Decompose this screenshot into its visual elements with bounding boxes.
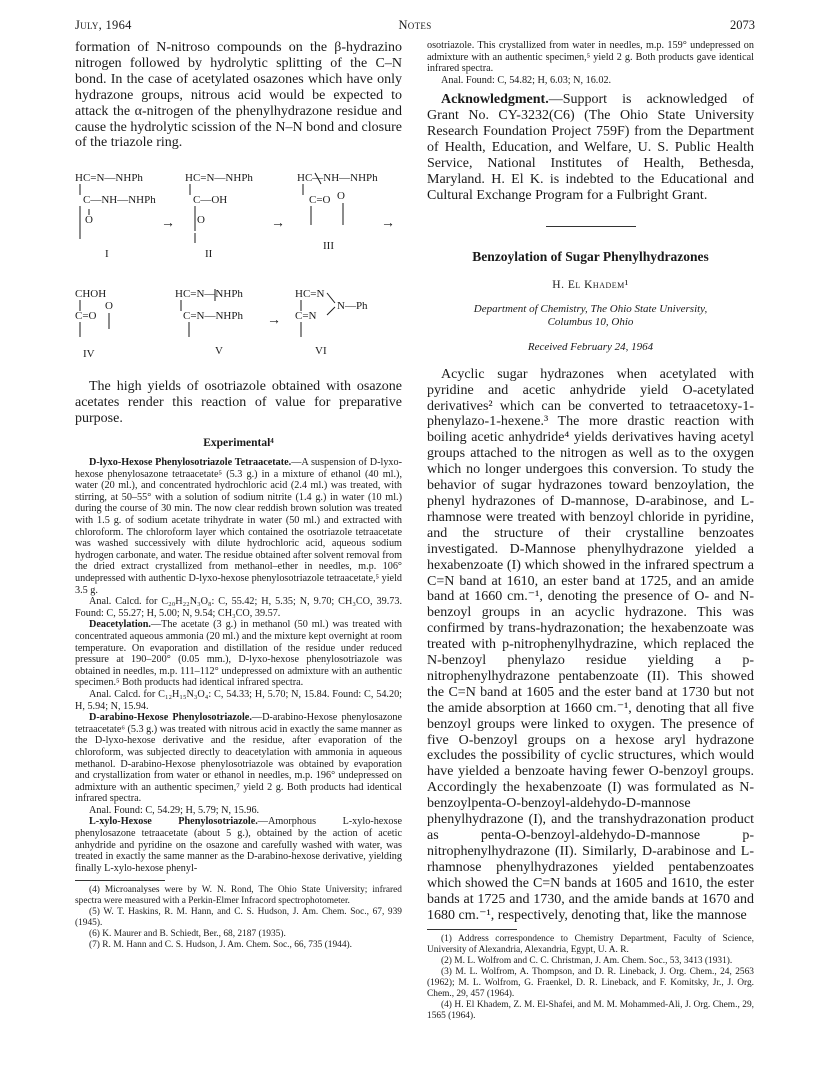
struct-i-line2: C—NH—NHPh — [83, 194, 156, 207]
struct-ii-label: II — [205, 248, 213, 261]
struct-i-line1: HC=N—NHPh — [75, 172, 143, 185]
affiliation-line-1: Department of Chemistry, The Ohio State University, — [473, 302, 708, 315]
page-number: 2073 — [730, 18, 755, 32]
header-date: July, 1964 — [75, 18, 132, 32]
exp-1-analysis: Anal. Calcd. for C₂₀H₂₂N₃O₈: C, 55.42; H, 5.35; N, 9.70; CH₃CO, 39.73. Found: C, 55.27; H, 5.00; N, 9.54; CH₃CO, 39.57. — [75, 596, 402, 619]
continued-paragraph: osotriazole. This crystallized from water in needles, m.p. 159° undepressed on admixture with an authentic specimen,⁵ yield 2 g. Both products gave identical infrared spectra. — [427, 40, 754, 75]
left-column — [75, 40, 402, 951]
exp-paragraph-1 — [75, 457, 402, 596]
exp-3-analysis: Anal. Found: C, 54.29; H, 5.79; N, 15.96. — [89, 804, 260, 816]
struct-iv-line1: CHOH — [75, 288, 107, 301]
struct-ii-line1: HC=N—NHPh — [185, 172, 253, 185]
exp-4-body: —Amorphous L-xylo-hexose phenylosazone tetraacetate (about 5 g.), obtained by the action of acetic anhydride and pyridine on the osazone and carefully washed with water, was treated in exactly the same manner as the D-arabino-hexose derivative, yielding finally L-xylo-hexose phenyl- — [75, 816, 402, 874]
acknowledgment-paragraph — [427, 92, 754, 203]
right-footnote-2: (2) M. L. Wolfrom and C. C. Christman, J. Am. Chem. Soc., 53, 3413 (1931). — [441, 956, 733, 967]
arrow-1: → — [161, 216, 175, 232]
footnote-6: (6) K. Maurer and B. Schiedt, Ber., 68, 2187 (1935). — [89, 929, 286, 940]
intro-paragraph: formation of N-nitroso compounds on the β-hydrazino nitrogen followed by hydrolytic splitting of the C–N bond. In the case of acetylated osazones which have only hydrazone groups, nitrous acid would be expected to attack the α-nitrogen of the phenylhydrazone residue and cause the hydrolytic scission of the N–N bond and closure of the triazole ring. — [75, 40, 402, 151]
ack-title: Acknowledgment. — [441, 92, 549, 108]
footnote-7: (7) R. M. Hann and C. S. Hudson, J. Am. Chem. Soc., 66, 735 (1944). — [89, 940, 353, 951]
exp-paragraph-3 — [75, 712, 402, 805]
struct-i-label: I — [105, 248, 109, 261]
article-title: Benzoylation of Sugar Phenylhydrazones — [472, 248, 709, 264]
continued-analysis: Anal. Found: C, 54.82; H, 6.03; N, 16.02. — [441, 74, 612, 86]
exp-1-title: D-lyxo-Hexose Phenylosotriazole Tetraacetate. — [89, 457, 292, 469]
right-column — [427, 40, 754, 1022]
struct-ii-line2: C—OH — [193, 194, 228, 207]
struct-iv-label: IV — [83, 348, 95, 361]
footnote-5: (5) W. T. Haskins, R. M. Hann, and C. S. Hudson, J. Am. Chem. Soc., 67, 939 (1945). — [75, 907, 402, 929]
struct-v-line1: HC=N—NHPh — [175, 288, 243, 301]
struct-vi-line2: C=N — [295, 310, 317, 323]
struct-iv-line3: O — [105, 300, 113, 313]
footnote-rule — [75, 880, 165, 881]
exp-2-title: Deacetylation. — [89, 619, 151, 631]
exp-4-title: L-xylo-Hexose Phenylosotriazole. — [89, 816, 258, 828]
struct-iii-label: III — [323, 240, 334, 253]
exp-1-body: —A suspension of D-lyxo-hexose phenylosazone tetraacetate⁵ (5.3 g.) in a mixture of ethanol (40 ml.), water (20 ml.), and concentrated hydrochloric acid (2.4 ml.) was treated, with stirring, at 50–55° with a solution of sodium nitrite (1.4 g.) in water (10 ml.) during the course of 30 min. The now clear reddish brown solution was treated with 1.5 g. of sodium acetate trihydrate in water (50 ml.) and extracted with chloroform. The chloroform layer which contained the osotriazole tetraacetate was washed successively with dilute hydrochloric acid, aqueous sodium hydrogen carbonate, and water. The residue obtained after solvent removal from the dried extract crystallized from methanol–ether in needles, m.p. 106° undepressed with authentic D-lyxo-hexose phenylosotriazole tetraacetate,⁵ yield 3.5 g. — [75, 457, 403, 596]
right-footnote-rule — [427, 929, 517, 930]
right-footnote-3: (3) M. L. Wolfrom, A. Thompson, and D. R. Lineback, J. Org. Chem., 24, 2563 (1962); M. L. Wolfrom, G. Fraenkel, D. R. Lineback, and F. Komitsky, Jr., J. Org. Chem., 29, 457 (1964). — [427, 967, 754, 1000]
exp-3-title: D-arabino-Hexose Phenylosotriazole. — [89, 712, 252, 724]
struct-iii-line3: O — [337, 190, 345, 203]
running-header — [75, 18, 755, 38]
struct-iii-line1: HC—NH—NHPh — [297, 172, 378, 185]
ack-body: —Support is acknowledged of Grant No. CY-3232(C6) (The Ohio State University Research Foundation Project 759F) from the Department of Health, Education, and Welfare, U. S. Public Health Service, National Institutes of Health, Bethesda, Maryland. H. El K. is indebted to the Educational and Cultural Exchange Program for a Fulbright Grant. — [427, 92, 754, 203]
exp-2-body: —The acetate (3 g.) in methanol (50 ml.) was treated with concentrated aqueous ammonia (20 ml.) and the mixture kept overnight at room temperature. On evaporation and distillation of the residue under reduced pressure at 190–200° (0.05 mm.), D-lyxo-hexose phenylosotriazole was obtained in needles, m.p. 111–112° undepressed on admixture with an authentic specimen.⁵ Both products had identical infrared spectra. — [75, 619, 402, 689]
exp-paragraph-2 — [75, 619, 402, 689]
experimental-heading: Experimental⁴ — [203, 437, 274, 450]
received-date: Received February 24, 1964 — [527, 340, 654, 353]
exp-paragraph-4 — [75, 816, 402, 874]
left-footnotes — [75, 885, 402, 951]
reaction-scheme — [75, 169, 402, 369]
header-section: Notes — [398, 18, 432, 32]
arrow-2: → — [271, 216, 285, 232]
footnote-4: (4) Microanalyses were by W. N. Rond, The Ohio State University; infrared spectra were measured with a Perkin-Elmer Infracord spectrophotometer. — [75, 885, 402, 907]
struct-ii-line3: O — [197, 214, 205, 227]
exp-2-analysis: Anal. Calcd. for C₁₂H₁₅N₃O₄: C, 54.33; H, 5.70; N, 15.84. Found: C, 54.20; H, 5.94; N, 15.94. — [75, 688, 402, 712]
reaction-scheme-svg — [75, 169, 402, 369]
article-separator — [546, 226, 636, 227]
struct-vi-line3: N—Ph — [337, 300, 368, 313]
exp-3-body: —D-arabino-Hexose phenylosazone tetraacetate⁶ (5.3 g.) was treated with nitrous acid in exactly the same manner as the D-lyxo-hexose derivative and the residue, after evaporation of the chloroform, was subjected directly to deacetylation with ammonia in aqueous methanol. D-arabino-Hexose phenylosotriazole was obtained by evaporation and crystallization from water or ethanol in needles, m.p. 196° undepressed on admixture with an authentic specimen,⁷ yield 2 g. Both products had identical infrared spectra. — [75, 712, 403, 805]
right-footnote-1: (1) Address correspondence to Chemistry Department, Faculty of Science, University of Alexandria, Alexandria, Egypt, U. A. R. — [427, 934, 754, 956]
article-author: H. El Khadem¹ — [552, 278, 629, 291]
affiliation-line-2: Columbus 10, Ohio — [547, 315, 634, 328]
struct-vi-label: VI — [315, 345, 327, 358]
arrow-4: → — [267, 313, 281, 329]
struct-i-line3: O — [85, 214, 93, 227]
right-footnote-4: (4) H. El Khadem, Z. M. El-Shafei, and M. M. Mohammed-Ali, J. Org. Chem., 29, 1565 (1964). — [427, 1000, 754, 1022]
struct-iii-line2: C=O — [309, 194, 331, 207]
struct-v-line2: C=N—NHPh — [183, 310, 243, 323]
struct-iv-line2: C=O — [75, 310, 97, 323]
arrow-3: → — [381, 216, 395, 232]
article-body: Acyclic sugar hydrazones when acetylated with pyridine and acetic anhydride yield O-acetylated derivatives² which can be converted to tetraacetoxy-1-phenylazo-1-hexene.³ The more drastic reaction with boiling acetic anhydride⁴ yields derivatives having acetyl groups attached to the nitrogen as well as to the oxygen which no longer undergoes this conversion. To study the behavior of sugar hydrazones toward benzoylation, the phenyl hydrazones of D-mannose, D-arabinose, and L-rhamnose were treated with benzoyl chloride in pyridine, and the structure of their crystalline benzoates investigated. D-Mannose phenylhydrazone yielded a hexabenzoate (I) which showed in the infrared spectrum a C=N band at 1610, an ester band at 1725, and an amide band at 1660 cm.⁻¹, denoting the presence of O- and N-benzoyl groups in an acyclic hydrazone. This was confirmed by trans-hydrazonation; the hexabenzoate was treated with p-nitrophenylhydrazine, which replaced the N-benzoyl phenylazo residue yielding a p-nitrophenylhydrazone pentabenzoate (II). This showed the C=N band at 1605 and the ester band at 1730 but not the amide absorption at 1660 cm.⁻¹, denoting that all five benzoyl groups were linked to oxygen. The presence of five O-benzoyl groups on a hexose aryl hydrazone excludes the possibility of cyclic structures, which would have yielded a benzoate having fewer O-benzoyl groups. Accordingly the hexabenzoate (I) was formulated as N-benzoylpenta-O-benzoyl-aldehydo-D-mannose phenylhydrazone (I), and the transhydrazonation product as penta-O-benzoyl-aldehydo-D-mannose p-nitrophenylhydrazone (II). Similarly, D-arabinose and L-rhamnose phenylhydrazones yielded pentabenzoates which showed the C=N bands at 1605 and 1610, the ester bands at 1725 and 1730, and the amide bands at 1670 and 1680 cm.⁻¹, respectively, denoting that, like the mannose — [427, 366, 754, 923]
preparative-paragraph: The high yields of osotriazole obtained with osazone acetates render this reaction of value for preparative purpose. — [75, 379, 402, 427]
article-affiliation — [427, 303, 754, 329]
right-footnotes — [427, 934, 754, 1022]
struct-v-label: V — [215, 345, 223, 358]
struct-vi-line1: HC=N — [295, 288, 325, 301]
